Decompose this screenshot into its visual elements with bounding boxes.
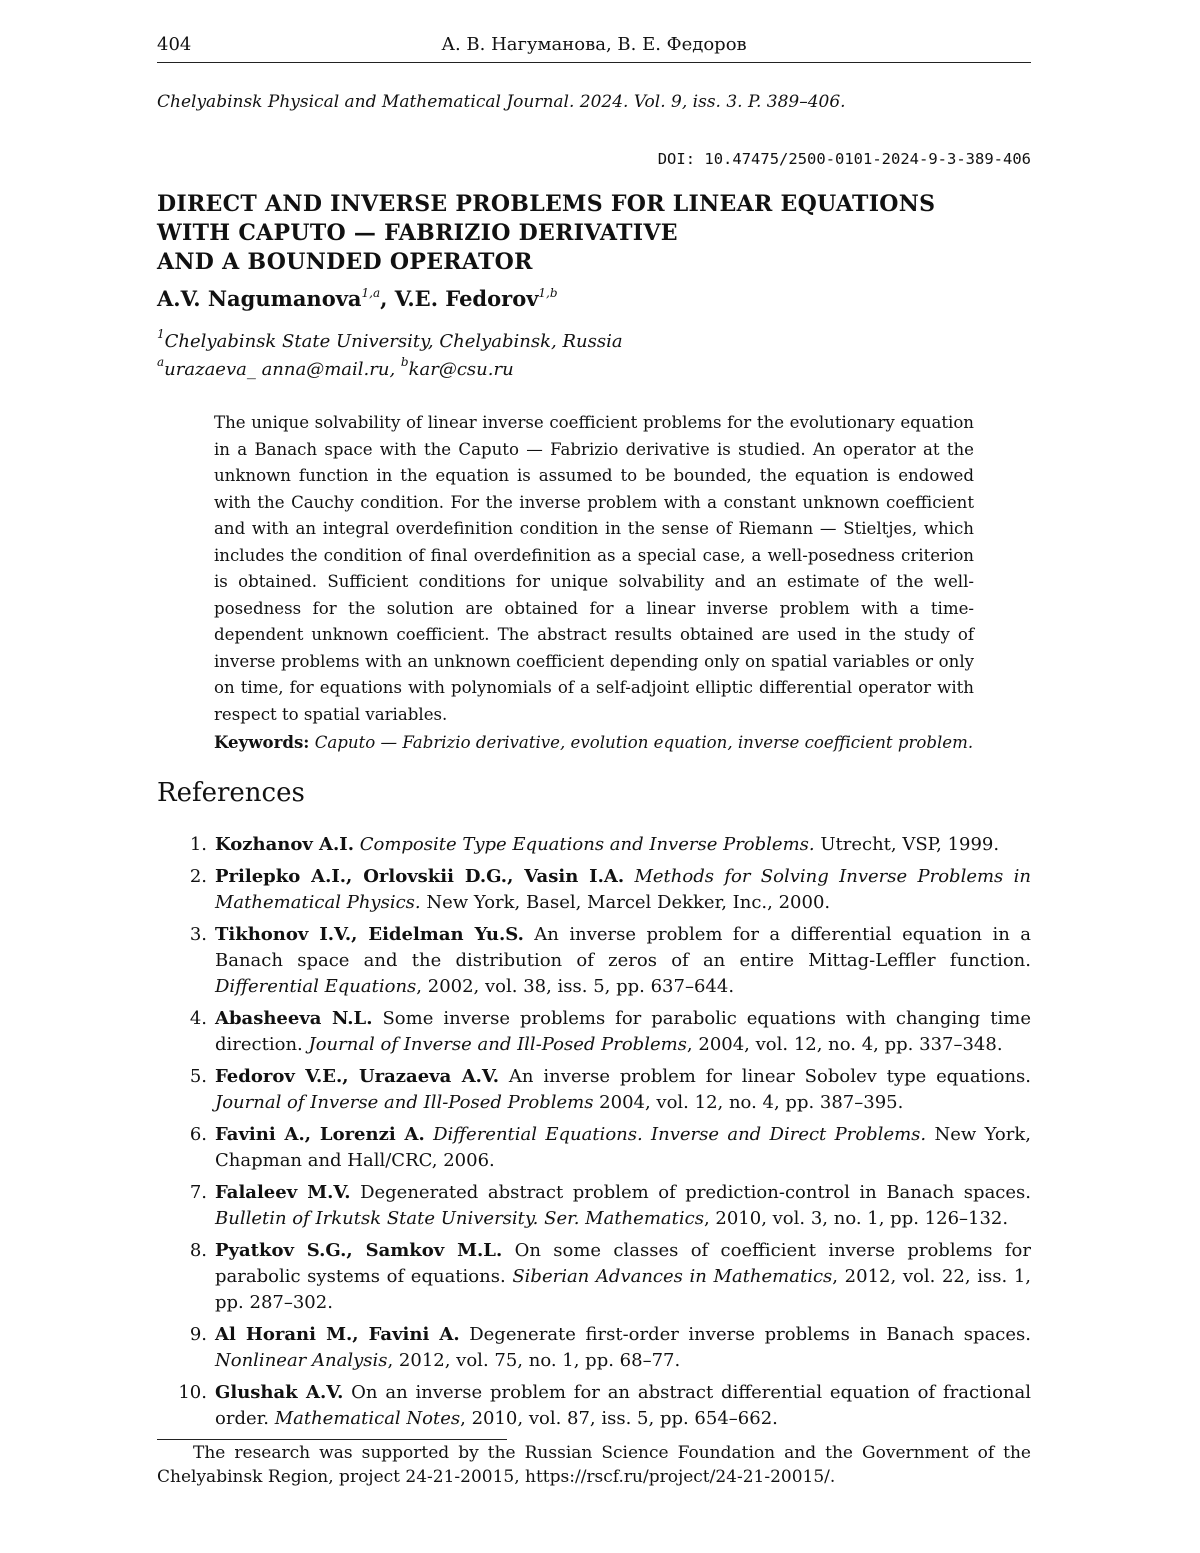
reference-authors: Prilepko A.I., Orlovskii D.G., Vasin I.A. xyxy=(215,866,625,887)
reference-authors: Fedorov V.E., Urazaeva A.V. xyxy=(215,1066,500,1087)
author-sup: 1,b xyxy=(538,286,558,300)
reference-number: 2. xyxy=(189,866,207,887)
page-number: 404 xyxy=(157,34,192,55)
reference-source: Composite Type Equations and Inverse Problems. xyxy=(359,834,815,855)
reference-authors: Kozhanov A.I. xyxy=(215,834,354,855)
reference-details: , 2004, vol. 12, no. 4, pp. 337–348. xyxy=(686,1034,1003,1055)
reference-source: Journal of Inverse and Ill-Posed Problems xyxy=(215,1092,594,1113)
email-sup: a xyxy=(157,355,165,369)
author-sup: 1,a xyxy=(361,286,381,300)
doi: DOI: 10.47475/2500-0101-2024-9-3-389-406 xyxy=(657,150,1031,168)
reference-source: Differential Equations xyxy=(215,976,417,997)
reference-details: , 2010, vol. 3, no. 1, pp. 126–132. xyxy=(703,1208,1009,1229)
reference-details: Utrecht, VSP, 1999. xyxy=(814,834,1000,855)
reference-source: Methods for Solving Inverse Problems in Mathematical Physics. xyxy=(215,866,1031,913)
reference-number: 6. xyxy=(189,1124,207,1145)
reference-number: 10. xyxy=(178,1382,207,1403)
reference-authors: Pyatkov S.G., Samkov M.L. xyxy=(215,1240,503,1261)
reference-number: 1. xyxy=(189,834,207,855)
reference-number: 7. xyxy=(189,1182,207,1203)
reference-authors: Tikhonov I.V., Eidelman Yu.S. xyxy=(215,924,524,945)
reference-details: , 2012, vol. 75, no. 1, pp. 68–77. xyxy=(387,1350,681,1371)
keywords xyxy=(214,732,973,752)
reference-details: , 2012, vol. 22, iss. 1, pp. 287–302. xyxy=(215,1266,1031,1313)
email-link[interactable]: urazaeva_ anna@mail.ru, xyxy=(164,359,396,380)
reference-authors: Favini A., Lorenzi A. xyxy=(215,1124,425,1145)
title-line: WITH CAPUTO — FABRIZIO DERIVATIVE xyxy=(157,220,678,246)
reference-item xyxy=(157,864,1031,916)
reference-text: Some inverse problems for parabolic equations with changing time direction. xyxy=(215,1008,1031,1055)
reference-number: 5. xyxy=(189,1066,207,1087)
footnote xyxy=(157,1441,1031,1489)
reference-text: An inverse problem for a differential equation in a Banach space and the distribution of zeros of an entire Mittag-Leffler function. xyxy=(215,924,1031,971)
reference-number: 8. xyxy=(189,1240,207,1261)
reference-item xyxy=(157,1380,1031,1432)
reference-item xyxy=(157,1180,1031,1232)
author-separator: , xyxy=(380,286,395,311)
reference-source: Differential Equations. Inverse and Direct Problems. xyxy=(433,1124,927,1145)
footnote-divider xyxy=(157,1439,507,1440)
references-heading: References xyxy=(157,778,305,808)
reference-source: Siberian Advances in Mathematics xyxy=(512,1266,833,1287)
abstract: The unique solvability of linear inverse coefficient problems for the evolutionary equation in a Banach space with the Caputo — Fabrizio derivative is studied. An operator at the unknown function in the equation is assumed to be bounded, the equation is endowed with the Cauchy condition. For the inverse problem with a constant unknown coefficient and with an integral overdefinition condition in the sense of Riemann — Stieltjes, which includes the condition of final overdefinition as a special case, a well-posedness criterion is obtained. Sufficient conditions for unique solvability and an estimate of the well-posedness for the solution are obtained for a linear inverse problem with a time-dependent unknown coefficient. The abstract results obtained are used in the study of inverse problems with an unknown coefficient depending only on spatial variables or only on time, for equations with polynomials of a self-adjoint elliptic differential operator with respect to spatial variables. xyxy=(214,413,974,724)
affiliation-sup: 1 xyxy=(157,327,165,341)
reference-authors: Abasheeva N.L. xyxy=(215,1008,373,1029)
title-line: DIRECT AND INVERSE PROBLEMS FOR LINEAR EQUATIONS xyxy=(157,191,936,217)
reference-list xyxy=(157,832,1031,1438)
reference-details: New York, Basel, Marcel Dekker, Inc., 2000. xyxy=(420,892,831,913)
reference-item xyxy=(157,922,1031,1000)
reference-text: On an inverse problem for an abstract differential equation of fractional order. xyxy=(215,1382,1031,1429)
journal-citation: Chelyabinsk Physical and Mathematical Journal. 2024. Vol. 9, iss. 3. P. 389–406. xyxy=(157,92,846,112)
email-link[interactable]: kar@csu.ru xyxy=(408,359,514,380)
reference-authors: Al Horani M., Favini A. xyxy=(215,1324,460,1345)
email-line xyxy=(157,356,623,384)
reference-item xyxy=(157,1238,1031,1316)
reference-source: Bulletin of Irkutsk State University. Ser. Mathematics xyxy=(215,1208,704,1229)
reference-text: On some classes of coefficient inverse problems for parabolic systems of equations. xyxy=(215,1240,1031,1287)
email-sup: b xyxy=(400,355,409,369)
author-list xyxy=(157,286,558,311)
reference-details: , 2002, vol. 38, iss. 5, pp. 637–644. xyxy=(416,976,735,997)
reference-item xyxy=(157,1064,1031,1116)
keywords-label: Keywords: xyxy=(214,732,310,752)
affiliation-line xyxy=(157,328,623,356)
affiliations xyxy=(157,328,623,384)
reference-source: Nonlinear Analysis xyxy=(215,1350,388,1371)
footnote-text: The research was supported by the Russian Science Foundation and the Government of the Chelyabinsk Region, project 24-21-20015, https://rscf.ru/project/24-21-20015/. xyxy=(157,1443,1031,1487)
reference-item xyxy=(157,1006,1031,1058)
title-line: AND A BOUNDED OPERATOR xyxy=(157,249,533,275)
running-header xyxy=(157,34,1031,63)
author-name: A.V. Nagumanova xyxy=(157,286,362,311)
reference-item xyxy=(157,1322,1031,1374)
reference-details: , 2010, vol. 87, iss. 5, pp. 654–662. xyxy=(460,1408,778,1429)
reference-item xyxy=(157,1122,1031,1174)
reference-text: Degenerate first-order inverse problems in Banach spaces. xyxy=(459,1324,1031,1345)
reference-item xyxy=(157,832,1031,858)
reference-details: New York, Chapman and Hall/CRC, 2006. xyxy=(215,1124,1031,1171)
reference-source: Journal of Inverse and Ill-Posed Problems xyxy=(308,1034,687,1055)
reference-authors: Falaleev M.V. xyxy=(215,1182,351,1203)
reference-number: 9. xyxy=(189,1324,207,1345)
reference-authors: Glushak A.V. xyxy=(215,1382,344,1403)
reference-source: Mathematical Notes xyxy=(274,1408,461,1429)
reference-number: 3. xyxy=(189,924,207,945)
affiliation-text: Chelyabinsk State University, Chelyabinsk, Russia xyxy=(164,331,623,352)
running-authors: А. В. Нагуманова, В. Е. Федоров xyxy=(441,34,747,55)
reference-text: An inverse problem for linear Sobolev type equations. xyxy=(499,1066,1031,1087)
author-name: V.E. Fedorov xyxy=(394,286,539,311)
reference-text: Degenerated abstract problem of prediction-control in Banach spaces. xyxy=(350,1182,1031,1203)
reference-details: 2004, vol. 12, no. 4, pp. 387–395. xyxy=(593,1092,904,1113)
reference-number: 4. xyxy=(189,1008,207,1029)
paper-title xyxy=(157,190,935,277)
keywords-text: Caputo — Fabrizio derivative, evolution equation, inverse coefficient problem. xyxy=(314,733,974,752)
